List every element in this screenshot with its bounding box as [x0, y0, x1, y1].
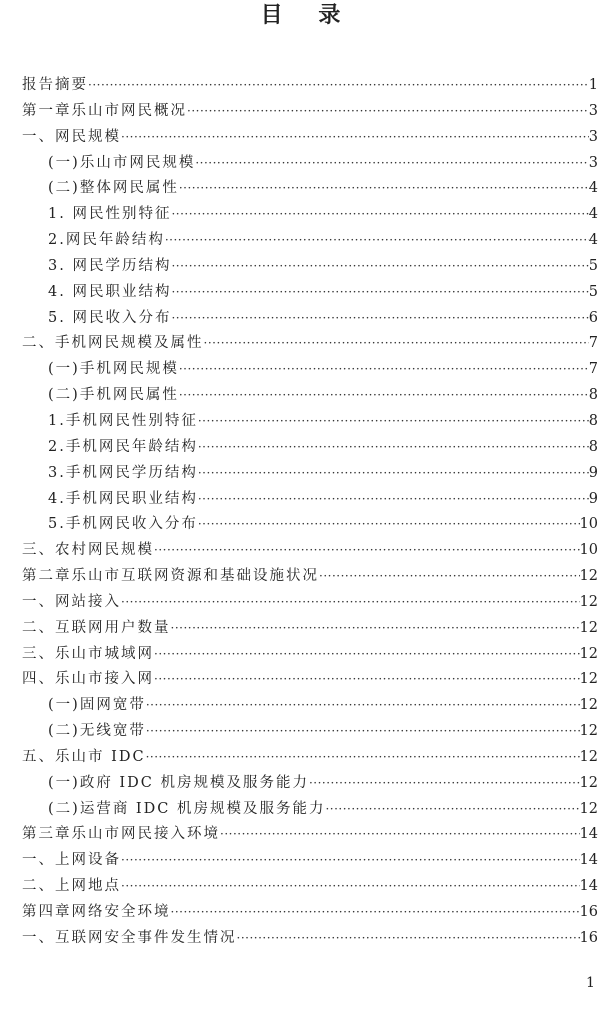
- toc-entry[interactable]: [22, 693, 598, 719]
- toc-entry[interactable]: [22, 926, 598, 952]
- toc-entry-label: 三、乐山市城域网: [22, 645, 154, 662]
- toc-entry-page: 12: [579, 645, 598, 662]
- toc-entry-label: 第一章乐山市网民概况: [22, 102, 187, 119]
- toc-entry-label: (一)乐山市网民规模: [48, 154, 196, 171]
- toc-entry-label: (二)整体网民属性: [48, 180, 179, 197]
- toc-entry[interactable]: [22, 900, 598, 926]
- dot-leader: [154, 543, 580, 557]
- dot-leader: [171, 259, 588, 273]
- toc-entry[interactable]: [22, 797, 598, 823]
- dot-leader: [198, 414, 589, 428]
- toc-entry-page: 7: [588, 335, 598, 352]
- toc-entry-label: 4.手机网民职业结构: [48, 490, 198, 507]
- dot-leader: [121, 130, 589, 144]
- dot-leader: [165, 233, 589, 247]
- toc-entry-page: 16: [579, 929, 598, 946]
- toc-entry[interactable]: [22, 228, 598, 254]
- toc-entry-page: 7: [588, 361, 598, 378]
- toc-entry-page: 10: [579, 516, 598, 533]
- toc-entry-label: 四、乐山市接入网: [22, 671, 154, 688]
- toc-entry[interactable]: [22, 306, 598, 332]
- toc-entry-label: (一)固网宽带: [48, 697, 146, 714]
- page-number: 1: [586, 975, 595, 991]
- toc-entry-page: 1: [588, 77, 598, 93]
- dot-leader: [198, 466, 589, 480]
- dot-leader: [121, 595, 580, 609]
- toc-entry[interactable]: [22, 590, 598, 616]
- toc-entry[interactable]: [22, 512, 598, 538]
- toc-entry-label: (二)手机网民属性: [48, 387, 179, 404]
- dot-leader: [121, 853, 580, 867]
- toc-entry[interactable]: [22, 409, 598, 435]
- toc-entry-page: 12: [579, 619, 598, 636]
- toc-entry-label: 二、手机网民规模及属性: [22, 335, 204, 352]
- table-of-contents: [22, 73, 598, 952]
- toc-entry[interactable]: [22, 176, 598, 202]
- page-title: 目 录: [260, 2, 355, 28]
- toc-entry[interactable]: [22, 73, 598, 99]
- toc-entry[interactable]: [22, 642, 598, 668]
- toc-entry-label: (一)政府 IDC 机房规模及服务能力: [48, 774, 309, 791]
- dot-leader: [198, 492, 589, 506]
- toc-entry-page: 14: [579, 852, 598, 869]
- toc-entry-page: 5: [588, 283, 598, 300]
- toc-entry[interactable]: [22, 357, 598, 383]
- dot-leader: [179, 181, 589, 195]
- toc-entry-page: 12: [579, 748, 598, 765]
- toc-entry-page: 8: [588, 438, 598, 455]
- dot-leader: [146, 750, 580, 764]
- toc-entry-page: 14: [579, 878, 598, 895]
- dot-leader: [319, 569, 580, 583]
- toc-entry-page: 12: [579, 568, 598, 585]
- toc-entry-label: 一、上网设备: [22, 852, 121, 869]
- toc-entry-page: 12: [579, 671, 598, 688]
- dot-leader: [171, 311, 588, 325]
- toc-entry-page: 16: [579, 904, 598, 920]
- dot-leader: [198, 517, 580, 531]
- toc-entry-label: 1.手机网民性别特征: [48, 412, 198, 429]
- toc-entry-label: 三、农村网民规模: [22, 542, 154, 559]
- dot-leader: [198, 440, 589, 454]
- dot-leader: [121, 879, 580, 893]
- toc-entry-label: (一)手机网民规模: [48, 361, 179, 378]
- toc-entry-label: (二)运营商 IDC 机房规模及服务能力: [48, 800, 326, 817]
- toc-entry-label: 五、乐山市 IDC: [22, 748, 146, 765]
- dot-leader: [179, 388, 589, 402]
- toc-entry[interactable]: [22, 745, 598, 771]
- toc-entry-page: 8: [588, 387, 598, 404]
- dot-leader: [171, 621, 580, 635]
- dot-leader: [154, 672, 580, 686]
- toc-entry[interactable]: [22, 151, 598, 177]
- toc-entry[interactable]: [22, 435, 598, 461]
- toc-entry[interactable]: [22, 125, 598, 151]
- toc-entry-label: 1. 网民性别特征: [48, 206, 172, 223]
- dot-leader: [237, 931, 580, 945]
- dot-leader: [204, 336, 589, 350]
- toc-entry[interactable]: [22, 822, 598, 848]
- toc-entry-page: 14: [579, 826, 598, 843]
- toc-entry-page: 12: [579, 697, 598, 714]
- toc-entry[interactable]: [22, 667, 598, 693]
- toc-entry-page: 12: [579, 593, 598, 610]
- toc-entry-label: 5. 网民收入分布: [48, 309, 172, 326]
- dot-leader: [146, 724, 580, 738]
- dot-leader: [171, 207, 588, 221]
- toc-entry-page: 12: [579, 774, 598, 791]
- toc-entry-page: 8: [588, 412, 598, 429]
- toc-entry-label: 第三章乐山市网民接入环境: [22, 826, 220, 843]
- dot-leader: [88, 78, 589, 92]
- dot-leader: [309, 776, 580, 790]
- toc-entry-page: 10: [579, 542, 598, 559]
- toc-entry-page: 9: [588, 490, 598, 507]
- toc-entry-label: 4. 网民职业结构: [48, 283, 172, 300]
- dot-leader: [146, 698, 580, 712]
- toc-entry-label: 3. 网民学历结构: [48, 257, 172, 274]
- toc-entry[interactable]: [22, 719, 598, 745]
- toc-entry[interactable]: [22, 538, 598, 564]
- toc-entry-label: 第二章乐山市互联网资源和基础设施状况: [22, 568, 319, 585]
- dot-leader: [325, 802, 579, 816]
- dot-leader: [179, 362, 589, 376]
- toc-entry-label: 一、互联网安全事件发生情况: [22, 929, 237, 946]
- toc-entry-label: 5.手机网民收入分布: [48, 516, 198, 533]
- toc-entry-label: 2.手机网民年龄结构: [48, 438, 198, 455]
- dot-leader: [220, 827, 580, 841]
- toc-entry-label: 二、上网地点: [22, 878, 121, 895]
- toc-entry[interactable]: [22, 461, 598, 487]
- toc-entry-page: 5: [588, 257, 598, 274]
- toc-entry[interactable]: [22, 487, 598, 513]
- toc-entry-label: 报告摘要: [22, 77, 88, 93]
- toc-entry-page: 9: [588, 464, 598, 481]
- toc-entry[interactable]: [22, 383, 598, 409]
- toc-entry-label: 一、网民规模: [22, 128, 121, 145]
- dot-leader: [171, 905, 580, 919]
- toc-entry-label: 3.手机网民学历结构: [48, 464, 198, 481]
- toc-entry-label: 二、互联网用户数量: [22, 619, 171, 636]
- toc-entry-label: 一、网站接入: [22, 593, 121, 610]
- toc-entry-page: 4: [588, 232, 598, 249]
- toc-entry[interactable]: [22, 616, 598, 642]
- toc-entry-page: 12: [579, 800, 598, 817]
- toc-entry-page: 4: [588, 180, 598, 197]
- toc-entry-label: 第四章网络安全环境: [22, 904, 171, 920]
- toc-entry[interactable]: [22, 99, 598, 125]
- dot-leader: [187, 104, 589, 118]
- toc-entry[interactable]: [22, 848, 598, 874]
- toc-entry[interactable]: [22, 874, 598, 900]
- toc-entry-label: 2.网民年龄结构: [48, 232, 165, 249]
- toc-entry[interactable]: [22, 202, 598, 228]
- dot-leader: [171, 285, 588, 299]
- toc-entry-page: 3: [588, 154, 598, 171]
- toc-entry[interactable]: [22, 564, 598, 590]
- toc-entry[interactable]: [22, 331, 598, 357]
- toc-entry[interactable]: [22, 771, 598, 797]
- toc-entry-page: 6: [588, 309, 598, 326]
- toc-entry-page: 3: [588, 128, 598, 145]
- toc-entry[interactable]: [22, 254, 598, 280]
- dot-leader: [154, 647, 580, 661]
- toc-entry-page: 12: [579, 723, 598, 740]
- toc-entry-label: (二)无线宽带: [48, 723, 146, 740]
- toc-entry-page: 4: [588, 206, 598, 223]
- toc-entry[interactable]: [22, 280, 598, 306]
- dot-leader: [195, 156, 588, 170]
- toc-entry-page: 3: [588, 102, 598, 119]
